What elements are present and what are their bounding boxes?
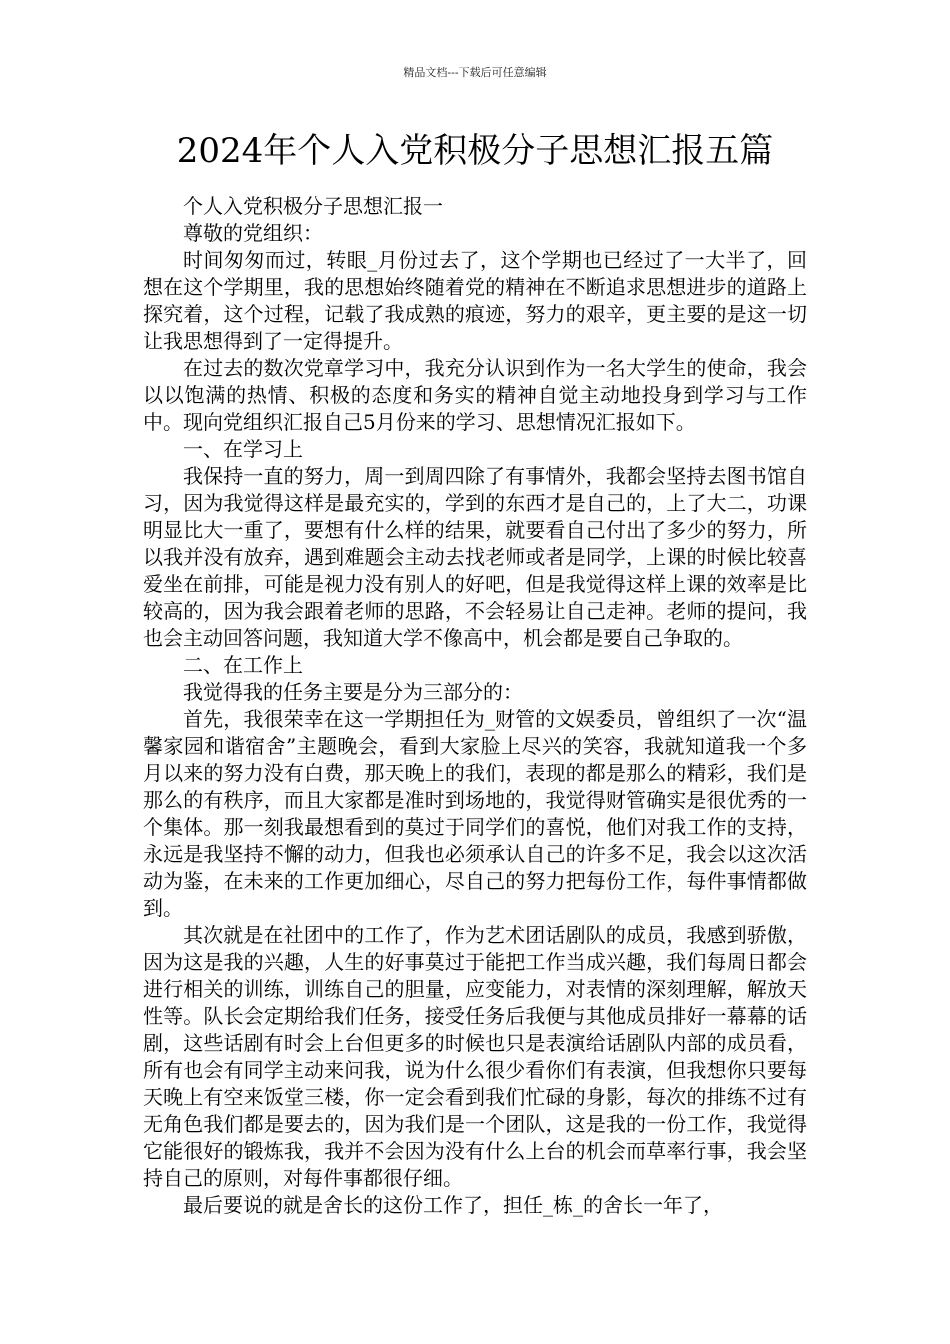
section-heading-work: 二、在工作上 bbox=[183, 653, 303, 677]
paragraph: 我保持一直的努力，周一到周四除了有事情外，我都会坚持去图书馆自习，因为我觉得这样是最充实的，学到的东西才是自己的，上了大二，功课明显比大一重了，要想有什么样的结果，就要看自己付出了多少的努力，所以我并没有放弃，遇到难题会主动去找老师或者是同学，上课的时候比较喜爱坐在前排，可能是视力没有别人的好吧，但是我觉得这样上课的效率是比较高的，因为我会跟着老师的思路，不会轻易让自己走神。老师的提问，我也会主动回答问题，我知道大学不像高中，机会都是要自己争取的。 bbox=[143, 464, 807, 650]
salutation: 尊敬的党组织： bbox=[183, 221, 323, 245]
paragraph: 我觉得我的任务主要是分为三部分的： bbox=[183, 680, 523, 704]
report-subtitle: 个人入党积极分子思想汇报一 bbox=[183, 194, 443, 218]
page-header-note: 精品文档---下载后可任意编辑 bbox=[403, 66, 547, 79]
paragraph: 首先，我很荣幸在这一学期担任为_财管的文娱委员，曾组织了一次“温馨家园和谐宿舍”主题晚会，看到大家脸上尽兴的笑容，我就知道我一个多月以来的努力没有白费，那天晚上的我们，表现的都是那么的精彩，我们是那么的有秩序，而且大家都是准时到场地的，我觉得财管确实是很优秀的一个集体。那一刻我最想看到的莫过于同学们的喜悦，他们对我工作的支持，永远是我坚持不懈的动力，但我也必须承认自己的许多不足，我会以这次活动为鉴，在未来的工作更加细心，尽自己的努力把每份工作，每件事情都做到。 bbox=[143, 707, 807, 920]
paragraph: 在过去的数次党章学习中，我充分认识到作为一名大学生的使命，我会以以饱满的热情、积极的态度和务实的精神自觉主动地投身到学习与工作中。现向党组织汇报自己5月份来的学习、思想情况汇报如下。 bbox=[143, 356, 807, 434]
document-body bbox=[143, 193, 807, 1219]
paragraph: 最后要说的就是舍长的这份工作了，担任_栋_的舍长一年了， bbox=[183, 1193, 723, 1217]
paragraph: 时间匆匆而过，转眼_月份过去了，这个学期也已经过了一大半了，回想在这个学期里，我的思想始终随着党的精神在不断追求思想进步的道路上探究着，这个过程，记载了我成熟的痕迹，努力的艰辛，更主要的是这一切让我思想得到了一定得提升。 bbox=[143, 248, 807, 353]
paragraph: 其次就是在社团中的工作了，作为艺术团话剧队的成员，我感到骄傲，因为这是我的兴趣，人生的好事莫过于能把工作当成兴趣，我们每周日都会进行相关的训练，训练自己的胆量，应变能力，对表情的深刻理解，解放天性等。队长会定期给我们任务，接受任务后我便与其他成员排好一幕幕的话剧，这些话剧有时会上台但更多的时候也只是表演给话剧队内部的成员看，所有也会有同学主动来问我，说为什么很少看你们有表演，但我想你只要每天晚上有空来饭堂三楼，你一定会看到我们忙碌的身影，每次的排练不过有无角色我们都是要去的，因为我们是一个团队，这是我的一份工作，我觉得它能很好的锻炼我，我并不会因为没有什么上台的机会而草率行事，我会坚持自己的原则，对每件事都很仔细。 bbox=[143, 923, 807, 1190]
document-title: 2024年个人入党积极分子思想汇报五篇 bbox=[176, 131, 774, 171]
section-heading-study: 一、在学习上 bbox=[183, 437, 303, 461]
